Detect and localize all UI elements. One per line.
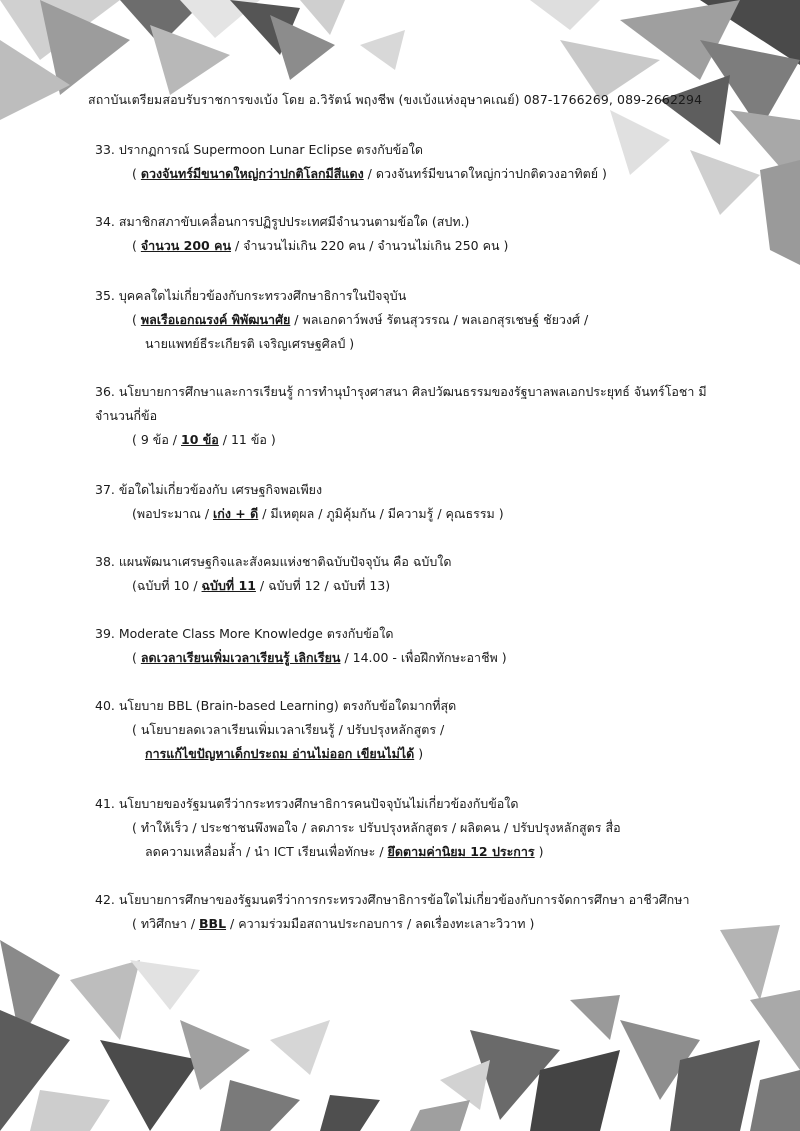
answer-options: ( ทวิศึกษา / BBL / ความร่วมมือสถานประกอบการ / ลดเรื่องทะเลาะวิวาท ): [132, 916, 535, 931]
correct-answer: การแก้ไขปัญหาเด็กประถม อ่านไม่ออก เขียนไม่ได้: [145, 746, 415, 761]
answer-options: ( จำนวน 200 คน / จำนวนไม่เกิน 220 คน / จำนวนไม่เกิน 250 คน ): [132, 238, 509, 253]
correct-answer: ดวงจันทร์มีขนาดใหญ่กว่าปกติโลกมีสีแดง: [140, 166, 364, 181]
question-37: [95, 478, 715, 526]
answer-options-continued: ลดความเหลื่อมล้ำ / นำ ICT เรียนเพื่อทักษะ / ยึดตามค่านิยม 12 ประการ ): [145, 844, 544, 859]
correct-answer: ลดเวลาเรียนเพิ่มเวลาเรียนรู้ เลิกเรียน: [140, 650, 341, 665]
answer-options: (ฉบับที่ 10 / ฉบับที่ 11 / ฉบับที่ 12 / ฉบับที่ 13): [132, 578, 391, 593]
correct-answer: เก่ง + ดี: [213, 506, 259, 521]
question-text: 37. ข้อใดไม่เกี่ยวข้องกับ เศรษฐกิจพอเพียง: [95, 482, 323, 497]
question-41: [95, 792, 715, 864]
question-40: [95, 694, 715, 766]
question-text: 35. บุคคลใดไม่เกี่ยวข้องกับกระทรวงศึกษาธิการในปัจจุบัน: [95, 288, 407, 303]
question-text: 41. นโยบายของรัฐมนตรีว่ากระทรวงศึกษาธิการคนปัจจุบันไม่เกี่ยวข้องกับข้อใด: [95, 796, 519, 811]
question-text: 33. ปรากฏการณ์ Supermoon Lunar Eclipse ตรงกับข้อใด: [95, 142, 424, 157]
answer-options: ( ทำให้เร็ว / ประชาชนพึงพอใจ / ลดภาระ ปรับปรุงหลักสูตร / ผลิตคน / ปรับปรุงหลักสูตร สื่อ: [132, 820, 621, 835]
correct-answer: จำนวน 200 คน: [140, 238, 232, 253]
question-text: 34. สมาชิกสภาขับเคลื่อนการปฏิรูปประเทศมีจำนวนตามข้อใด (สปท.): [95, 214, 470, 229]
page-header: สถาบันเตรียมสอบรับราชการขงเบ้ง โดย อ.วิรัตน์ พฤงชีพ (ขงเบ้งแห่งอุษาคเณย์) 087-1766269, 089-2662294: [88, 92, 703, 107]
answer-options: ( 9 ข้อ / 10 ข้อ / 11 ข้อ ): [132, 432, 276, 447]
question-text: 40. นโยบาย BBL (Brain-based Learning) ตรงกับข้อใดมากที่สุด: [95, 698, 457, 713]
answer-options: (พอประมาณ / เก่ง + ดี / มีเหตุผล / ภูมิคุ้มกัน / มีความรู้ / คุณธรรม ): [132, 506, 504, 521]
answer-options: ( ดวงจันทร์มีขนาดใหญ่กว่าปกติโลกมีสีแดง / ดวงจันทร์มีขนาดใหญ่กว่าปกติดวงอาทิตย์ ): [132, 166, 607, 181]
question-36: [95, 380, 715, 452]
question-39: [95, 622, 715, 670]
answer-options: ( พลเรือเอกณรงค์ พิพัฒนาศัย / พลเอกดาว์พงษ์ รัตนสุวรรณ / พลเอกสุรเชษฐ์ ชัยวงศ์ /: [132, 312, 589, 327]
question-text: 36. นโยบายการศึกษาและการเรียนรู้ การทำนุบำรุงศาสนา ศิลปวัฒนธรรมของรัฐบาลพลเอกประยุทธ์ จันทร์โอชา มีจำนวนกี่ข้อ: [95, 384, 707, 423]
answer-options: ( นโยบายลดเวลาเรียนเพิ่มเวลาเรียนรู้ / ปรับปรุงหลักสูตร /: [132, 722, 445, 737]
question-text: 42. นโยบายการศึกษาของรัฐมนตรีว่าการกระทรวงศึกษาธิการข้อใดไม่เกี่ยวข้องกับการจัดการศึกษา อาชีวศึกษา: [95, 892, 690, 907]
question-text: 38. แผนพัฒนาเศรษฐกิจและสังคมแห่งชาติฉบับปัจจุบัน คือ ฉบับใด: [95, 554, 452, 569]
question-34: [95, 210, 715, 258]
correct-answer: พลเรือเอกณรงค์ พิพัฒนาศัย: [140, 312, 291, 327]
answer-options: ( ลดเวลาเรียนเพิ่มเวลาเรียนรู้ เลิกเรียน / 14.00 - เพื่อฝึกทักษะอาชีพ ): [132, 650, 507, 665]
correct-answer: ยึดตามค่านิยม 12 ประการ: [387, 844, 535, 859]
question-33: [95, 138, 715, 186]
correct-answer: 10 ข้อ: [181, 432, 219, 447]
question-35: [95, 284, 715, 356]
answer-options-continued: นายแพทย์ธีระเกียรติ เจริญเศรษฐศิลป์ ): [145, 336, 355, 351]
correct-answer: ฉบับที่ 11: [201, 578, 256, 593]
question-text: 39. Moderate Class More Knowledge ตรงกับข้อใด: [95, 626, 394, 641]
question-38: [95, 550, 715, 598]
question-42: [95, 888, 715, 936]
correct-answer: BBL: [199, 916, 227, 931]
answer-options-continued: การแก้ไขปัญหาเด็กประถม อ่านไม่ออก เขียนไม่ได้ ): [145, 746, 424, 761]
